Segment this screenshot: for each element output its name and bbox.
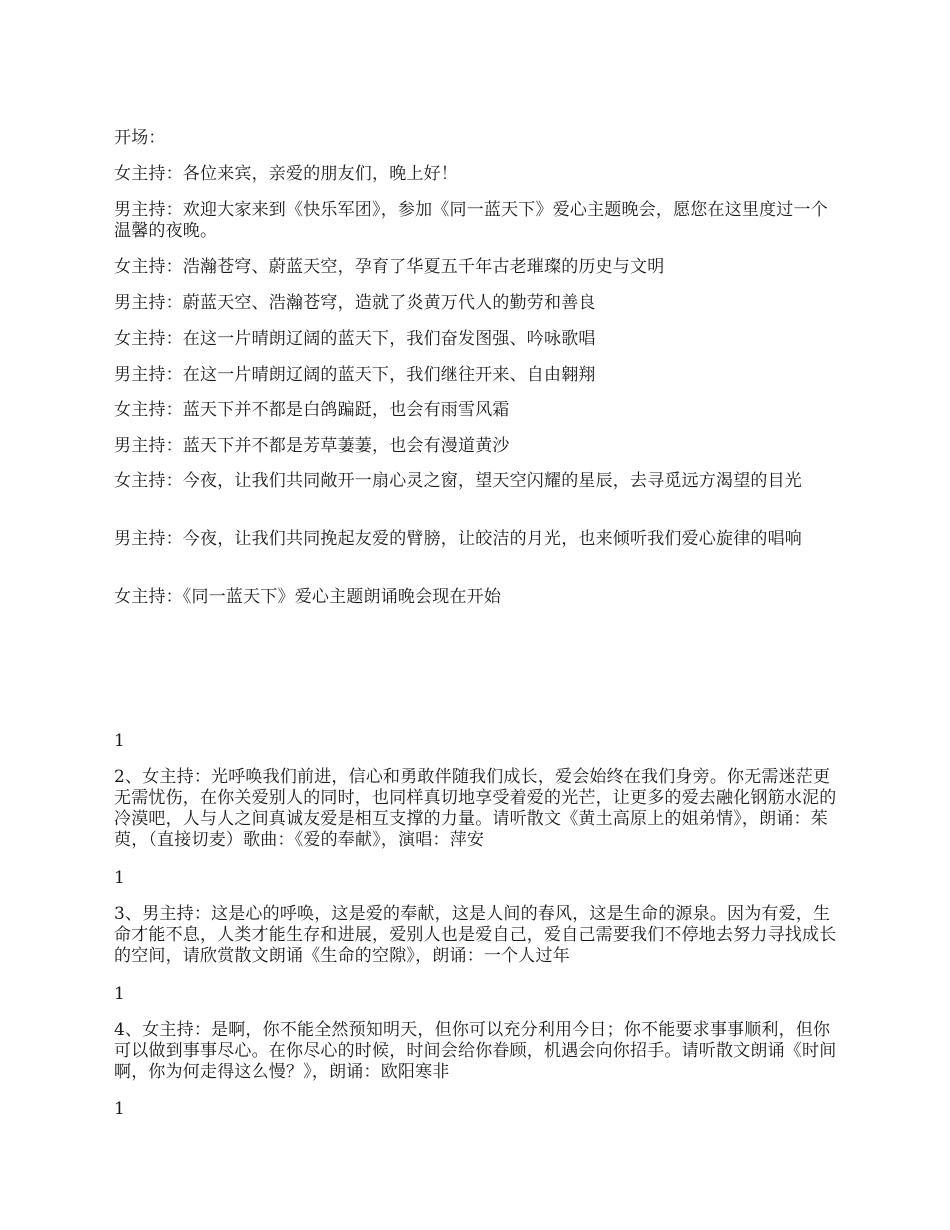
dialogue-line: 女主持：蓝天下并不都是白鸽蹁跹，也会有雨雪风霜 <box>114 400 510 420</box>
dialogue-line: 女主持：在这一片晴朗辽阔的蓝天下，我们奋发图强、吟咏歌唱 <box>114 329 596 349</box>
final-marker: 1 <box>114 1099 126 1119</box>
dialogue-line: 女主持：浩瀚苍穹、蔚蓝天空，孕育了华夏五千年古老璀璨的历史与文明 <box>114 257 665 277</box>
section-paragraph: 4、女主持：是啊，你不能全然预知明天，但你可以充分利用今日；你不能要求事事顺利，但你可以做到事事尽心。在你尽心的时候，时间会给你眷顾，机遇会向你招手。请听散文朗诵《时间啊，你为何走得这么慢？》，朗诵：欧阳寒非 <box>114 1020 837 1082</box>
dialogue-line: 男主持：欢迎大家来到《快乐军团》，参加《同一蓝天下》爱心主题晚会，愿您在这里度过一个温馨的夜晚。 <box>114 200 828 241</box>
section-marker: 1 <box>114 984 126 1004</box>
opening-label: 开场： <box>114 128 166 148</box>
dialogue-line: 男主持：今夜，让我们共同挽起友爱的臂膀，让皎洁的月光，也来倾听我们爱心旋律的唱响 <box>114 529 802 549</box>
dialogue-line: 男主持：在这一片晴朗辽阔的蓝天下，我们继往开来、自由翱翔 <box>114 365 596 385</box>
section-marker: 1 <box>114 731 126 751</box>
section-marker: 1 <box>114 868 126 888</box>
dialogue-line: 女主持：各位来宾，亲爱的朋友们，晚上好！ <box>114 164 458 184</box>
section-paragraph: 3、男主持：这是心的呼唤，这是爱的奉献，这是人间的春风，这是生命的源泉。因为有爱，生命才能不息，人类才能生存和进展，爱别人也是爱自己，爱自己需要我们不停地去努力寻找成长的空间，请欣赏散文朗诵《生命的空隙》，朗诵：一个人过年 <box>114 904 837 966</box>
dialogue-line: 男主持：蓝天下并不都是芳草萋萋，也会有漫道黄沙 <box>114 436 510 456</box>
dialogue-line: 女主持：今夜，让我们共同敞开一扇心灵之窗，望天空闪耀的星辰，去寻觅远方渴望的目光 <box>114 471 802 491</box>
dialogue-line: 男主持：蔚蓝天空、浩瀚苍穹，造就了炎黄万代人的勤劳和善良 <box>114 293 596 313</box>
dialogue-line: 女主持：《同一蓝天下》爱心主题朗诵晚会现在开始 <box>114 587 502 607</box>
section-paragraph: 2、女主持：光呼唤我们前进，信心和勇敢伴随我们成长，爱会始终在我们身旁。你无需迷茫更无需忧伤，在你关爱别人的同时，也同样真切地享受着爱的光芒，让更多的爱去融化钢筋水泥的冷漠吧，人与人之间真诚友爱是相互支撑的力量。请听散文《黄土高原上的姐弟情》，朗诵：茱萸，（直接切麦）歌曲：《爱的奉献》，演唱：萍安 <box>114 767 837 850</box>
